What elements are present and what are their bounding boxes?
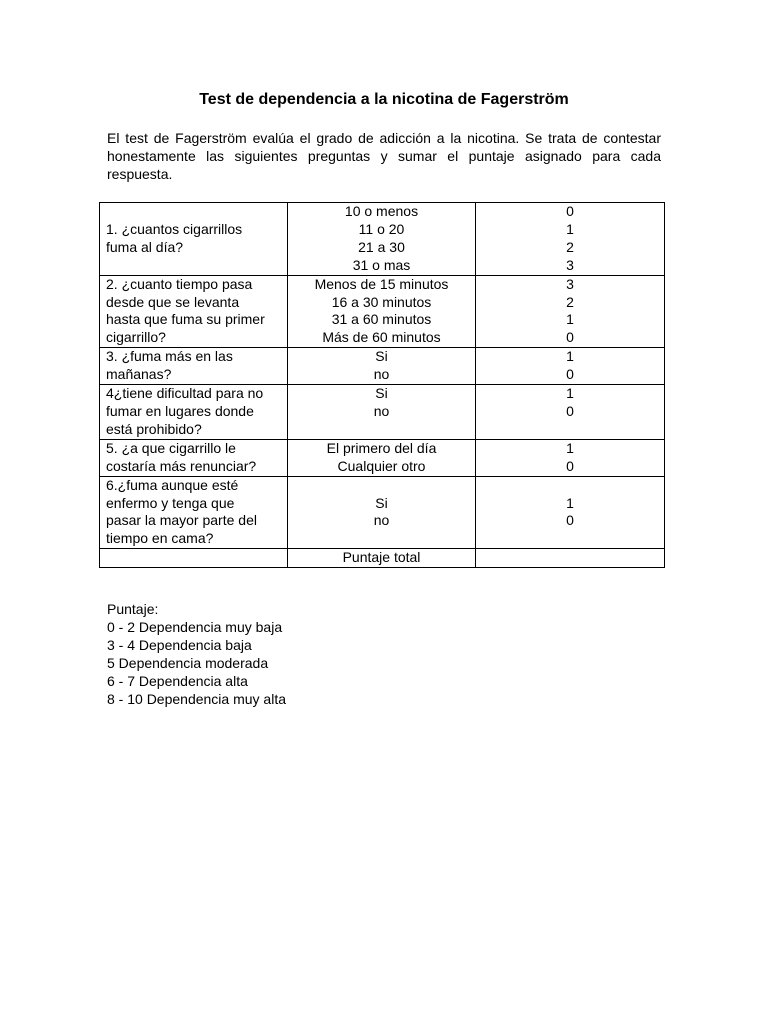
answer-points: 1	[566, 311, 574, 328]
question-line: hasta que fuma su primer	[106, 311, 265, 328]
answers-cell	[288, 348, 476, 385]
answer-option: no	[373, 402, 390, 419]
score-scale-heading: Puntaje:	[107, 601, 159, 617]
answer-option: no	[373, 366, 390, 383]
answer-points: 3	[566, 275, 574, 292]
total-row	[100, 549, 665, 568]
answer-points: 1	[566, 348, 574, 365]
answer-points: 0	[566, 203, 574, 219]
answer-option: 21 a 30	[358, 238, 405, 255]
points-cell	[476, 348, 665, 385]
answer-option: Cualquier otro	[337, 457, 426, 474]
points-cell	[476, 385, 665, 440]
score-scale-item: 6 - 7 Dependencia alta	[107, 673, 248, 689]
table-row	[100, 439, 665, 476]
fagerstrom-table	[99, 202, 665, 568]
answers-cell	[288, 203, 476, 276]
question-line: 2. ¿cuanto tiempo pasa	[106, 275, 253, 292]
answer-option: Si	[375, 494, 388, 511]
answer-option: Más de 60 minutos	[322, 329, 441, 346]
question-line: 6.¿fuma aunque esté	[106, 476, 239, 493]
document-title: Test de dependencia a la nicotina de Fagerström	[199, 91, 569, 108]
answer-points: 1	[566, 494, 574, 511]
question-line: está prohibido?	[106, 420, 202, 437]
question-line: tiempo en cama?	[106, 530, 214, 547]
score-scale-item: 5 Dependencia moderada	[107, 655, 269, 671]
table-row	[100, 348, 665, 385]
total-value	[476, 549, 665, 568]
question-cell	[100, 275, 288, 348]
question-line: desde que se levanta	[106, 293, 240, 310]
question-line: costaría más renunciar?	[106, 457, 257, 474]
score-scale	[107, 600, 286, 708]
question-line: enfermo y tenga que	[106, 494, 235, 511]
question-line: fuma al día?	[106, 238, 184, 255]
answer-points: 0	[566, 457, 574, 474]
answer-option: no	[373, 512, 390, 529]
intro-paragraph: El test de Fagerström evalúa el grado de adicción a la nicotina. Se trata de contestar honestamente las siguientes preguntas y sumar el puntaje asignado para cada respuesta.	[107, 130, 661, 182]
answer-points: 0	[566, 402, 574, 419]
answer-option: 10 o menos	[344, 203, 419, 219]
answer-option: Si	[375, 385, 388, 402]
answer-option: Si	[375, 348, 388, 365]
question-cell	[100, 476, 288, 549]
answer-option: El primero del día	[326, 439, 437, 456]
answers-cell	[288, 476, 476, 549]
question-cell	[100, 385, 288, 440]
total-label: Puntaje total	[288, 549, 476, 568]
question-line: 1. ¿cuantos cigarrillos	[106, 220, 243, 237]
points-cell	[476, 203, 665, 276]
question-cell	[100, 203, 288, 276]
answers-cell	[288, 439, 476, 476]
points-cell	[476, 439, 665, 476]
points-cell	[476, 476, 665, 549]
table-row	[100, 275, 665, 348]
table-row	[100, 476, 665, 549]
score-scale-item: 8 - 10 Dependencia muy alta	[107, 691, 286, 707]
answers-cell	[288, 275, 476, 348]
question-line: cigarrillo?	[106, 329, 166, 346]
question-cell	[100, 439, 288, 476]
answer-points: 2	[566, 293, 574, 310]
answer-option: Menos de 15 minutos	[314, 275, 449, 292]
score-scale-item: 0 - 2 Dependencia muy baja	[107, 619, 283, 635]
question-line: pasar la mayor parte del	[106, 512, 257, 529]
answer-option: 11 o 20	[358, 220, 405, 237]
question-line: 5. ¿a que cigarrillo le	[106, 439, 236, 456]
answer-points: 2	[566, 238, 574, 255]
question-line: 3. ¿fuma más en las	[106, 348, 233, 365]
table-row	[100, 385, 665, 440]
table-row	[100, 203, 665, 276]
answer-option: 31 a 60 minutos	[331, 311, 432, 328]
question-cell	[100, 348, 288, 385]
question-line: fumar en lugares donde	[106, 402, 254, 419]
total-empty-cell	[100, 549, 288, 568]
answer-points: 0	[566, 366, 574, 383]
answers-cell	[288, 385, 476, 440]
question-line: mañanas?	[106, 366, 172, 383]
answer-points: 3	[566, 256, 574, 273]
answer-option: 16 a 30 minutos	[331, 293, 432, 310]
answer-points: 0	[566, 329, 574, 346]
answer-points: 1	[566, 439, 574, 456]
points-cell	[476, 275, 665, 348]
answer-points: 1	[566, 385, 574, 402]
question-line: 4¿tiene dificultad para no	[106, 385, 264, 402]
answer-points: 1	[566, 220, 574, 237]
answer-points: 0	[566, 512, 574, 529]
score-scale-item: 3 - 4 Dependencia baja	[107, 637, 252, 653]
answer-option: 31 o mas	[352, 256, 411, 273]
